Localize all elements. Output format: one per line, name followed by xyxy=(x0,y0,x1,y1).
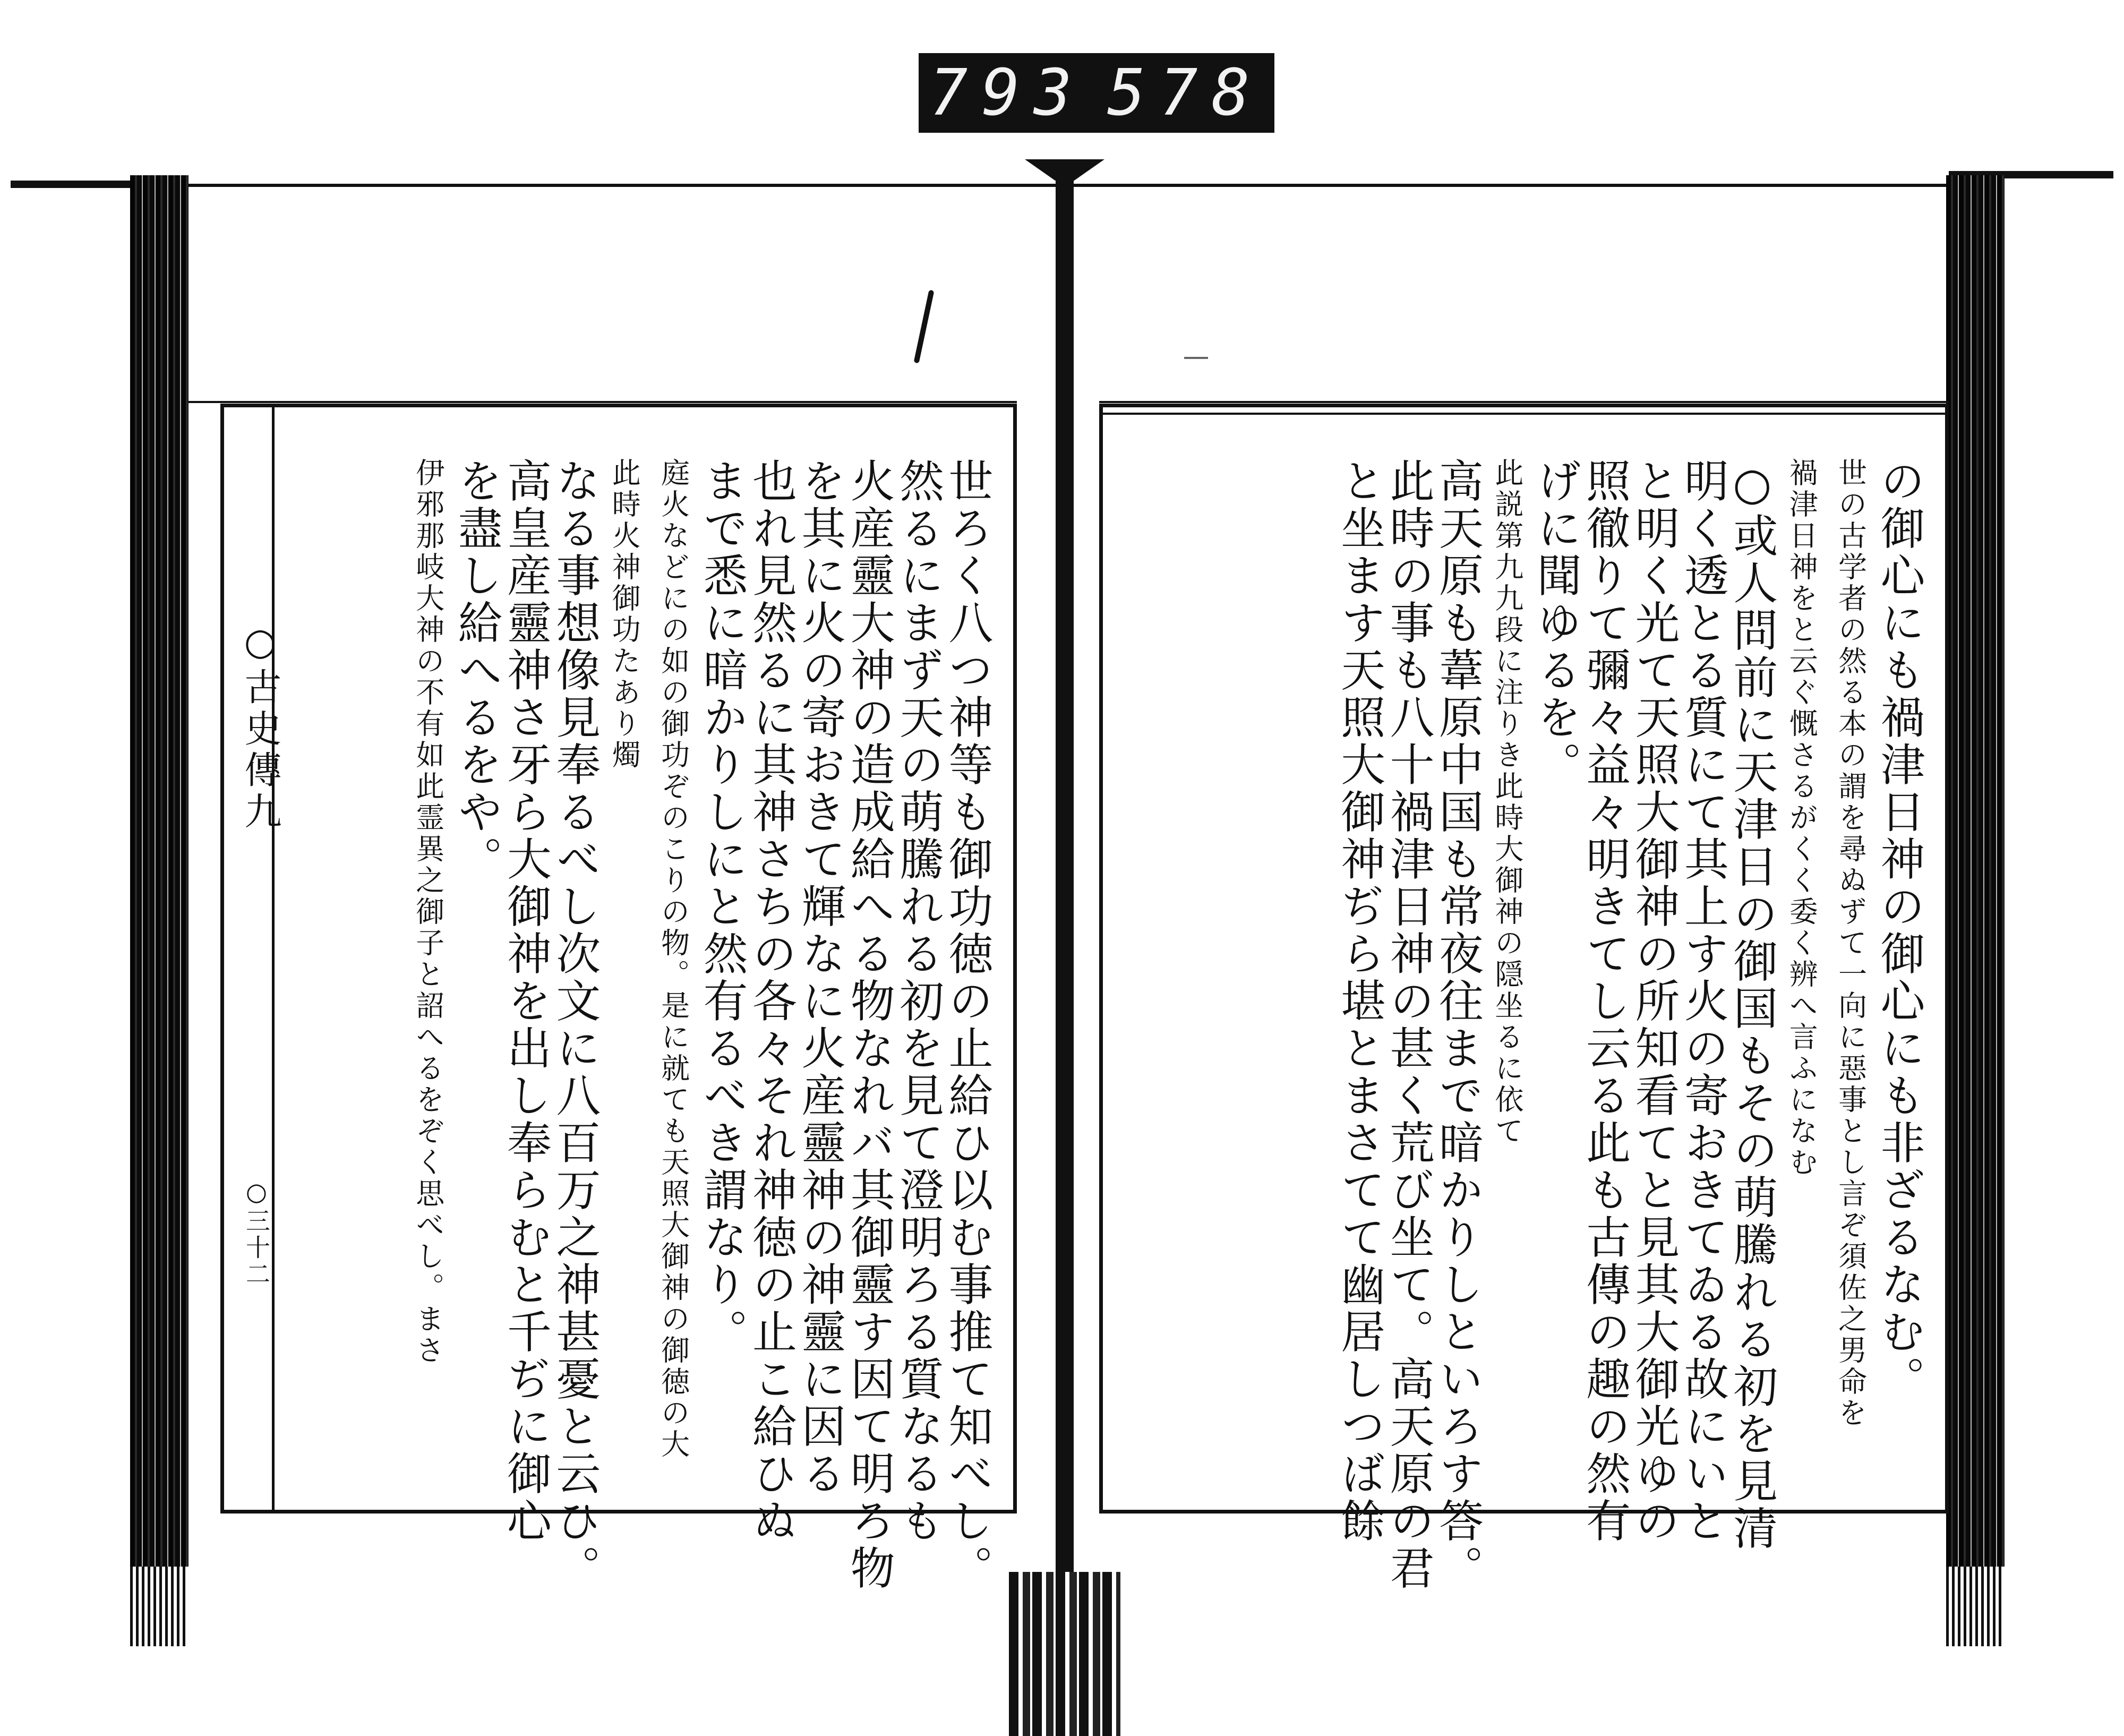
right-page-body xyxy=(1127,458,1925,1592)
text-line: を其に火の寄おきて輝なに火産靈神の神靈に因る xyxy=(794,458,846,1498)
annotation-line: 禍津日神をと云ぐ慨さるがくく委く辨へ言ふになむ xyxy=(1785,458,1819,1178)
text-line: と坐ます天照大御神ぢら堪とまさてて幽居しつば餘 xyxy=(1333,458,1386,1545)
stray-dash xyxy=(1184,357,1208,359)
text-line: の御心にも禍津日神の御心にも非ざるなむ。 xyxy=(1873,458,1925,1403)
annotation-line: 伊邪那岐大神の不有如此霊異之御子と詔へるをぞく思べし。まさ xyxy=(411,458,445,1366)
spine-base xyxy=(1009,1572,1120,1736)
stray-ink-mark xyxy=(914,289,935,363)
annotation-line: 此時火神御功たあり燭 xyxy=(607,458,641,771)
page-edge-left xyxy=(130,175,189,1567)
text-line: 照徹りて彌々益々明きてし云る此も古傳の趣の然有 xyxy=(1579,458,1631,1545)
text-line: 明く透とる質にて其上す火の寄おきてゐる故にいと xyxy=(1677,458,1729,1545)
text-line: 此時の事も八十禍津日神の甚く荒び坐て。高天原の君 xyxy=(1383,458,1435,1592)
text-line: げに聞ゆるを。 xyxy=(1530,458,1582,789)
page-guide-left xyxy=(189,401,1017,403)
text-line: まで悉に暗かりしにと然有るべき謂なり。 xyxy=(696,458,749,1356)
text-line: 世ろく八つ神等も御功徳の止給ひ以む事推て知べし。 xyxy=(941,458,994,1592)
text-line: と明く光て天照大御神の所知看てと見其大御光ゆの xyxy=(1628,458,1681,1545)
left-page-margin xyxy=(224,407,282,1510)
book-spine xyxy=(1056,175,1074,1609)
page-number: ○三十二 xyxy=(242,1177,271,1288)
frame-number-left: 793 xyxy=(929,56,1086,130)
text-line: ○或人問前に天津日の御国もその萌騰れる初を見清 xyxy=(1726,458,1778,1552)
running-title: ○古史傳九 xyxy=(238,620,282,833)
left-page-text-box xyxy=(220,404,1017,1592)
left-page-body xyxy=(365,458,994,1592)
text-line: 也れ見然るに其神さちの各々それ神徳の止こ給ひぬ xyxy=(745,458,798,1545)
page-edge-left-tail xyxy=(130,1567,189,1646)
page-edge-right-tail xyxy=(1946,1567,2005,1646)
annotation-line: 庭火などにの如の御功ぞのこりの物。是に就ても天照大御神の御徳の大 xyxy=(656,458,690,1460)
text-line: を盡し給へるをや。 xyxy=(451,458,503,883)
page-guide-right xyxy=(1099,401,1949,403)
annotation-line: 世の古学者の然る本の謂を尋ぬずて一向に惡事とし言ぞ須佐之男命を xyxy=(1834,458,1868,1429)
text-line: 高皇産靈神さ牙ら大御神を出し奉らむと千ぢに御心 xyxy=(500,458,552,1545)
text-line: 然るにまず天の萌騰れる初を見て澄明ろる質なるも xyxy=(892,458,945,1545)
frame-number-label xyxy=(919,53,1274,133)
right-page-inner-rule xyxy=(1103,413,1945,415)
frame-number-right: 578 xyxy=(1107,56,1264,130)
right-page-text-box xyxy=(1099,404,1949,1592)
text-line: 火産靈大神の造成給へる物なれバ其御靈す因て明ろ物 xyxy=(843,458,896,1592)
page-edge-right xyxy=(1946,175,2005,1567)
text-line: なる事想像見奉るべし次文に八百万之神甚憂と云ひ。 xyxy=(549,458,601,1592)
text-line: 高天原も葦原中国も常夜往まで暗かりしといろす答。 xyxy=(1432,458,1484,1592)
annotation-line: 此説第九九段に注りき此時大御神の隠坐るに依て xyxy=(1490,458,1524,1147)
